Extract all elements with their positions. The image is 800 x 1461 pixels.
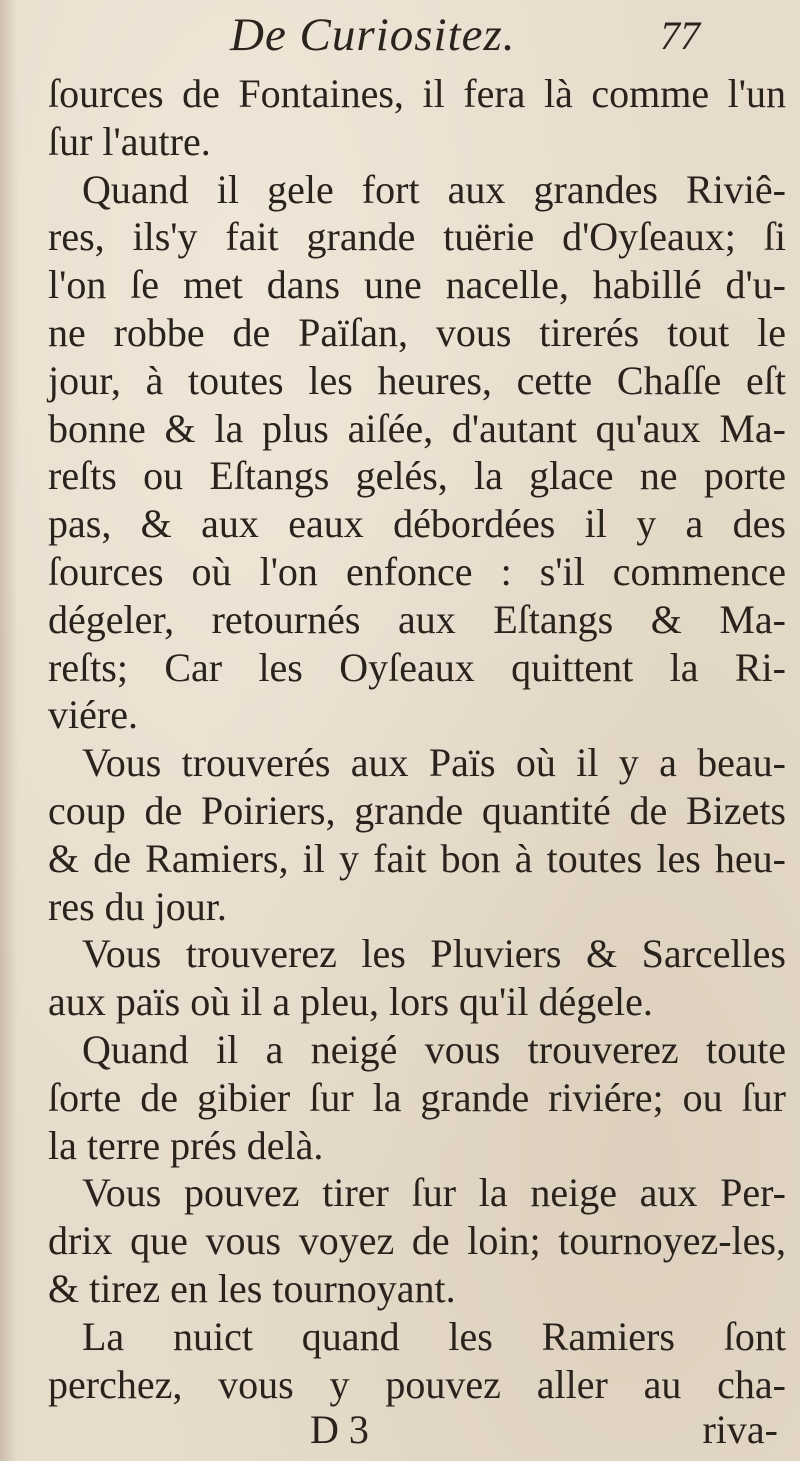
text-line: reſts; Car les Oyſeaux quittent la Ri-	[48, 644, 786, 690]
text-line: pas, & aux eaux débordées il y a des	[48, 501, 786, 547]
text-line: viére.	[48, 692, 138, 738]
text-line: coup de Poiriers, grande quantité de Bizets	[48, 787, 786, 833]
text-line: Vous trouverez les Pluviers & Sarcelles	[82, 931, 786, 977]
text-line: ne robbe de Païſan, vous tirerés tout le	[48, 309, 786, 355]
text-line: ſorte de gibier ſur la grande riviére; ou ſur	[48, 1074, 786, 1120]
text-line: res du jour.	[48, 883, 227, 929]
text-line: jour, à toutes les heures, cette Chaſſe eſt	[48, 357, 786, 403]
text-line: bonne & la plus aiſée, d'autant qu'aux Ma-	[48, 405, 786, 451]
text-line: ſur l'autre.	[48, 118, 211, 164]
body-text	[48, 70, 786, 1408]
text-line: La nuict quand les Ramiers ſont	[82, 1313, 786, 1359]
text-line: Quand il gele fort aux grandes Riviê-	[82, 166, 786, 212]
running-head	[150, 8, 710, 68]
text-line: reſts ou Eſtangs gelés, la glace ne porte	[48, 453, 786, 499]
page-number: 77	[660, 13, 700, 58]
text-line: Vous trouverés aux Païs où il y a beau-	[82, 740, 786, 786]
text-line: Quand il a neigé vous trouverez toute	[82, 1026, 786, 1072]
text-line: la terre prés delà.	[48, 1122, 324, 1168]
text-line: Vous pouvez tirer ſur la neige aux Per-	[82, 1170, 786, 1216]
text-line: drix que vous voyez de loin; tournoyez-les,	[48, 1218, 786, 1264]
text-line: perchez, vous y pouvez aller au cha-	[48, 1361, 786, 1407]
text-line: res, ils'y fait grande tuërie d'Oyſeaux; ſi	[48, 214, 786, 260]
text-line: aux païs où il a pleu, lors qu'il dégele.	[48, 979, 653, 1025]
text-line: & tirez en les tournoyant.	[48, 1265, 456, 1311]
catchword: riva-	[702, 1407, 778, 1452]
text-line: ſources de Fontaines, il fera là comme l'un	[48, 71, 786, 116]
text-line: l'on ſe met dans une nacelle, habillé d'u-	[48, 262, 786, 308]
text-line: dégeler, retournés aux Eſtangs & Ma-	[48, 596, 786, 642]
text-line: & de Ramiers, il y fait bon à toutes les heu-	[48, 835, 786, 881]
text-line: ſources où l'on enfonce : s'il commence	[48, 548, 786, 594]
page-fold-shadow	[0, 0, 18, 1461]
signature-mark: D 3	[310, 1407, 369, 1452]
page-footer	[48, 1406, 786, 1456]
running-title: De Curiositez.	[230, 9, 516, 61]
